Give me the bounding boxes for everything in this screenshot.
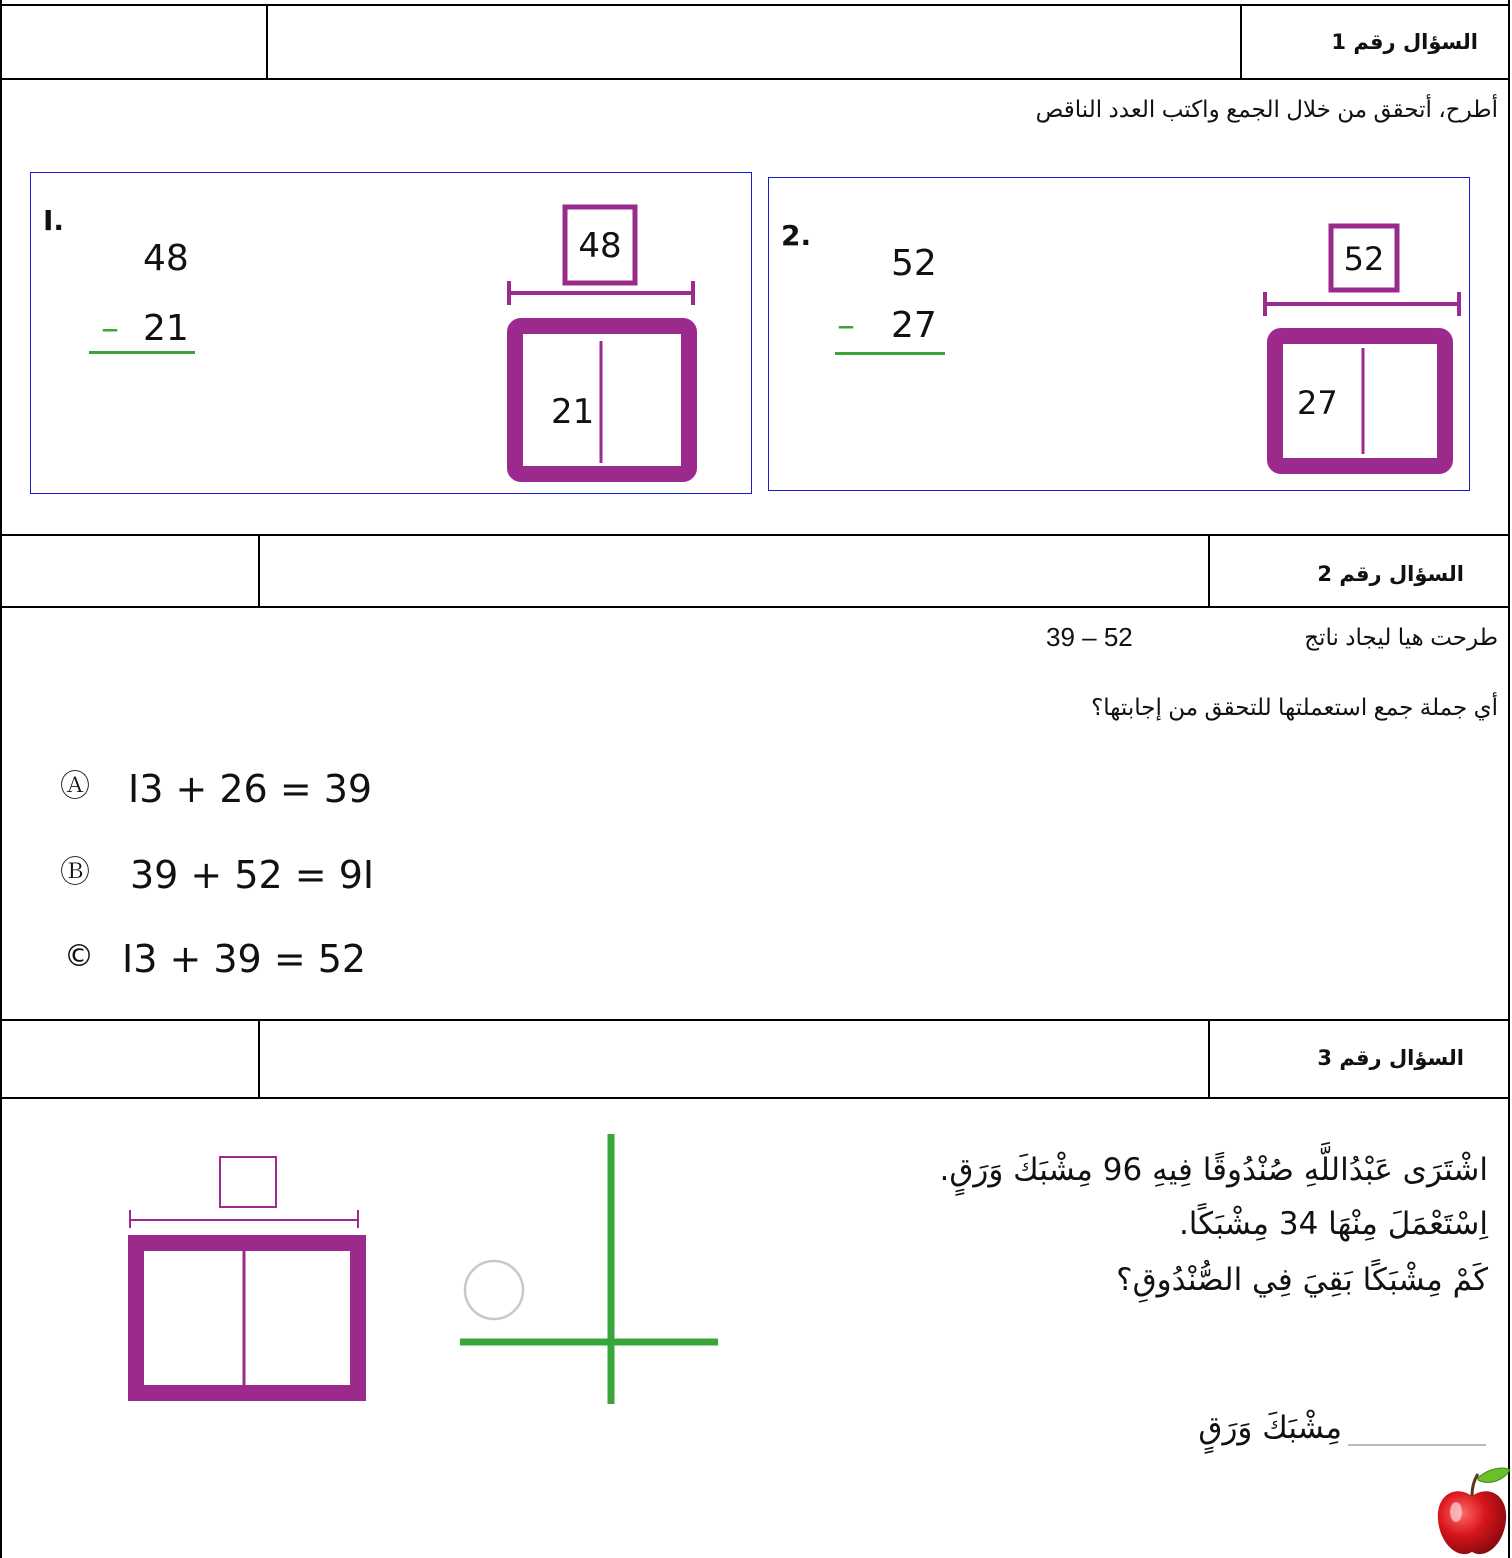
option-a-letter: Ⓐ: [60, 769, 90, 804]
answer-line: [835, 352, 945, 355]
empty-part-whole-model: [124, 1152, 366, 1410]
option-c-letter: ©: [64, 939, 94, 974]
part-whole-model: [1259, 214, 1465, 480]
q3-story-line-3: كَمْ مِشْبَكًا بَقِيَ فِي الصُّنْدُوقِ؟: [1116, 1262, 1488, 1298]
q1-header-bottom: [0, 78, 1510, 80]
subtrahend: 27: [891, 305, 937, 346]
q2-title: السؤال رقم 2: [1317, 562, 1464, 586]
apple-logo: [1432, 1466, 1512, 1558]
q3-header-top: [0, 1019, 1510, 1021]
part-value: 21: [551, 392, 595, 432]
minus-sign: –: [101, 308, 119, 349]
q3-header-divider-right: [1208, 1019, 1210, 1099]
q3-header-bottom: [0, 1097, 1510, 1099]
q1-header-top: [0, 4, 1510, 6]
option-b-letter: Ⓑ: [60, 855, 90, 890]
problem-label: 2.: [781, 219, 812, 252]
minuend: 48: [143, 238, 189, 279]
q1-header-divider-left: [266, 4, 268, 80]
answer-line: [89, 351, 195, 354]
q2-header-bottom: [0, 606, 1510, 608]
q3-header-divider-left: [258, 1019, 260, 1099]
part-whole-model: [501, 201, 701, 489]
option-c-text: I3 + 39 = 52: [122, 937, 367, 981]
option-b-text: 39 + 52 = 9I: [130, 853, 375, 897]
minus-sign: –: [837, 305, 855, 346]
q1-instruction: أطرح، أتحقق من خلال الجمع واكتب العدد الناقص: [1035, 96, 1498, 122]
answer-blank-line[interactable]: [1348, 1444, 1486, 1446]
problem-1-box: [30, 172, 752, 494]
q2-header-top: [0, 534, 1510, 536]
parts-box: [136, 1243, 358, 1393]
q1-header-divider-right: [1240, 4, 1242, 80]
q2-question: أي جملة جمع استعملتها للتحقق من إجابتها؟: [1091, 694, 1498, 720]
q2-prompt-expression: 39 – 52: [1046, 622, 1133, 652]
q2-header-divider-left: [258, 534, 260, 608]
minuend: 52: [891, 243, 937, 284]
sign-circle: [465, 1261, 523, 1319]
q2-header-divider-right: [1208, 534, 1210, 608]
problem-label: I.: [43, 204, 65, 237]
q2-prompt-text: طرحت هيا ليجاد ناتج: [1304, 624, 1498, 650]
part-value: 27: [1297, 384, 1338, 422]
subtrahend: 21: [143, 308, 189, 349]
problem-2-box: [768, 177, 1470, 491]
q3-story-line-2: اِسْتَعْمَلَ مِنْهَا 34 مِشْبَكًا.: [1178, 1206, 1488, 1242]
q3-title: السؤال رقم 3: [1317, 1046, 1464, 1070]
page-border-right: [1508, 0, 1510, 1558]
q3-story-line-1: اشْتَرَى عَبْدُاللَّهِ صُنْدُوقًا فِيهِ 96 مِشْبَكَ وَرَقٍ.: [939, 1152, 1488, 1188]
whole-value: 52: [1343, 240, 1385, 278]
q1-title: السؤال رقم 1: [1331, 30, 1478, 54]
page-border-left: [0, 0, 2, 1558]
q3-answer-label: مِشْبَكَ وَرَقٍ: [1198, 1410, 1342, 1446]
option-a-text: I3 + 26 = 39: [128, 767, 373, 811]
whole-box: [220, 1157, 276, 1207]
subtraction-frame: [456, 1132, 722, 1406]
whole-value: 48: [578, 226, 622, 266]
